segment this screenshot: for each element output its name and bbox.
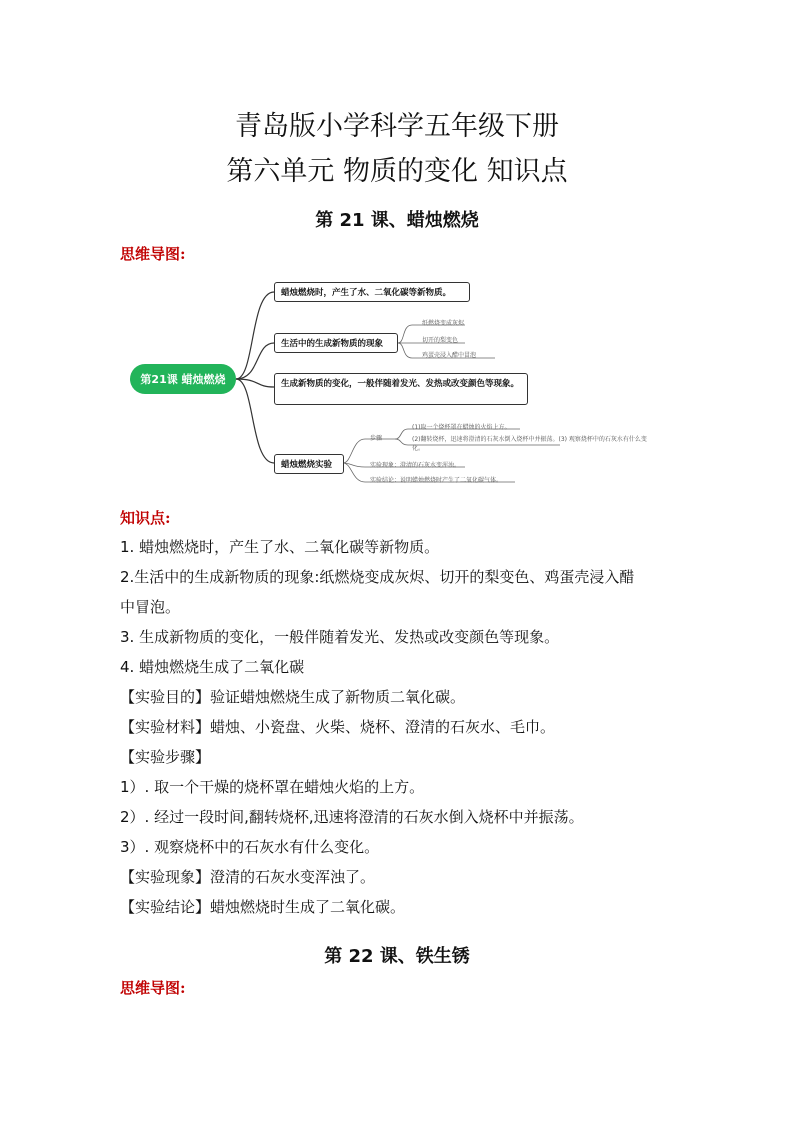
document-title-line2: 第六单元 物质的变化 知识点 xyxy=(226,156,568,187)
mindmap-branch-1: 蜡烛燃烧时，产生了水、二氧化碳等新物质。 xyxy=(274,282,470,302)
mindmap-b2-item-2: 切开的梨变色 xyxy=(422,337,459,344)
point-4: 4. 蜡烛燃烧生成了二氧化碳 xyxy=(120,658,305,676)
experiment-step-1: 1）. 取一个干燥的烧杯罩在蜡烛火焰的上方。 xyxy=(120,778,425,796)
mindmap-b2-item-3: 鸡蛋壳浸入醋中冒泡 xyxy=(422,352,477,359)
mindmap-branch-3 xyxy=(274,373,528,405)
experiment-purpose: 【实验目的】验证蜡烛燃烧生成了新物质二氧化碳。 xyxy=(120,688,466,706)
knowledge-points-label: 知识点: xyxy=(120,509,171,527)
experiment-step-2: 2）. 经过一段时间,翻转烧杯,迅速将澄清的石灰水倒入烧杯中并振荡。 xyxy=(120,808,584,826)
mindmap-lesson21 xyxy=(120,272,647,494)
mindmap-b4-steps-label: 步骤 xyxy=(370,435,383,442)
experiment-phenomenon: 【实验现象】澄清的石灰水变浑浊了。 xyxy=(120,868,376,886)
point-2-cont: 中冒泡。 xyxy=(120,598,181,616)
point-2: 2.生活中的生成新物质的现象:纸燃烧变成灰烬、切开的梨变色、鸡蛋壳浸入醋 xyxy=(120,568,635,586)
mindmap-branch-2: 生活中的生成新物质的现象 xyxy=(274,333,398,353)
lesson21-mindmap-label: 思维导图: xyxy=(120,245,186,263)
mindmap-branch-4: 蜡烛燃烧实验 xyxy=(274,454,344,474)
lesson21-heading: 第 21 课、蜡烛燃烧 xyxy=(315,210,479,231)
lesson22-heading: 第 22 课、铁生锈 xyxy=(324,946,470,967)
point-1: 1. 蜡烛燃烧时，产生了水、二氧化碳等新物质。 xyxy=(120,538,440,556)
lesson22-mindmap-label: 思维导图: xyxy=(120,979,186,997)
knowledge-points-list xyxy=(120,532,680,922)
mindmap-branch-3-text: 生成新物质的变化，一般伴随着发光、发热或改变颜色等现象。 xyxy=(281,379,520,389)
experiment-conclusion: 【实验结论】蜡烛燃烧时生成了二氧化碳。 xyxy=(120,898,406,916)
point-3: 3. 生成新物质的变化，一般伴随着发光、发热或改变颜色等现象。 xyxy=(120,628,560,646)
experiment-step-3: 3）. 观察烧杯中的石灰水有什么变化。 xyxy=(120,838,380,856)
mindmap-b4-phenomenon: 实验现象：澄清的石灰水变浑浊。 xyxy=(370,462,461,469)
document-title-line1: 青岛版小学科学五年级下册 xyxy=(235,111,559,142)
experiment-materials: 【实验材料】蜡烛、小瓷盘、火柴、烧杯、澄清的石灰水、毛巾。 xyxy=(120,718,556,736)
mindmap-b4-conclusion: 实验结论：说明蜡烛燃烧时产生了二氧化碳气体。 xyxy=(370,477,503,484)
mindmap-root: 第21课 蜡烛燃烧 xyxy=(130,364,236,394)
mindmap-b4-step1: (1)取一个烧杯罩在蜡烛的火焰上方。 xyxy=(412,424,511,431)
mindmap-b4-step2: (2)翻转烧杯，迅速将澄清的石灰水倒入烧杯中并振荡。(3) 观察烧杯中的石灰水有什么变化。 xyxy=(412,436,647,452)
experiment-steps-heading: 【实验步骤】 xyxy=(120,748,211,766)
mindmap-b2-item-1: 纸燃烧变成灰烬 xyxy=(422,320,465,327)
